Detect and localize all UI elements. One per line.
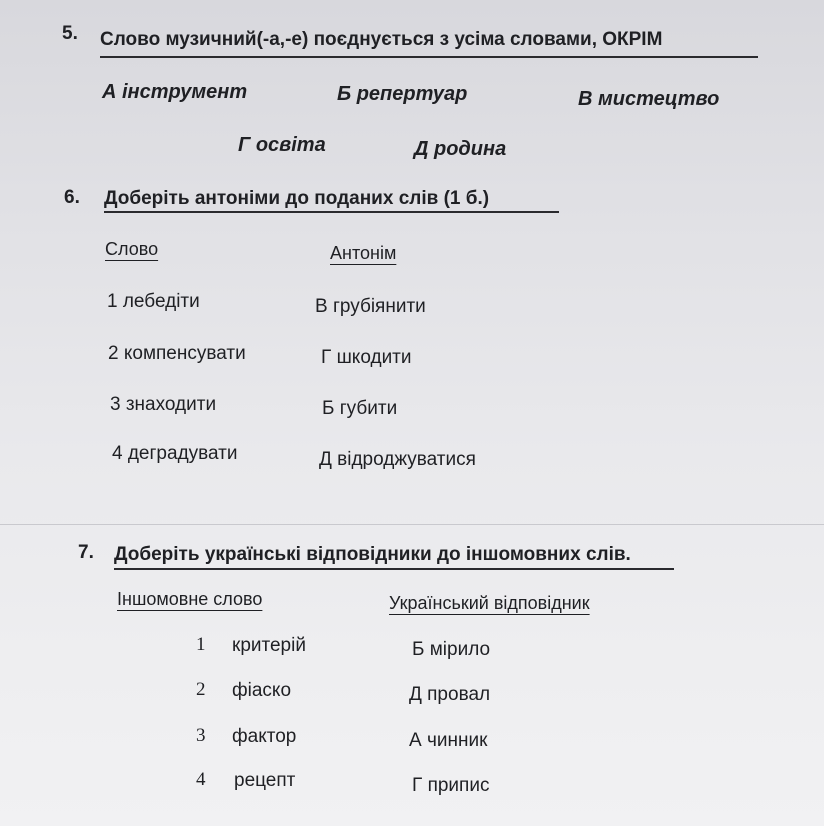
question-7-number: 7. bbox=[78, 542, 94, 563]
question-7-title-underline bbox=[114, 568, 674, 570]
q6-row-3-antonym: Б губити bbox=[322, 398, 398, 419]
question-5-option-d: Д родина bbox=[414, 138, 507, 160]
question-6-number: 6. bbox=[64, 187, 80, 208]
q7-row-2-word: фіаско bbox=[232, 680, 292, 701]
q6-header-word: Слово bbox=[105, 239, 159, 259]
question-5-option-b: Б репертуар bbox=[337, 83, 468, 105]
q7-row-1-word: критерій bbox=[232, 635, 306, 656]
q6-header-antonym: Антонім bbox=[330, 243, 397, 263]
q7-row-4-answer: Г припис bbox=[412, 775, 490, 796]
question-5-title: Слово музичний(-а,-е) поєднується з усіма словами, ОКРІМ bbox=[100, 29, 663, 50]
q7-row-3-number: 3 bbox=[196, 725, 206, 746]
question-5-option-v: В мистецтво bbox=[578, 88, 720, 110]
q7-row-1-number: 1 bbox=[196, 634, 206, 655]
q6-row-4-word: 4 деградувати bbox=[112, 443, 238, 464]
question-6-title: Доберіть антоніми до поданих слів (1 б.) bbox=[104, 188, 490, 209]
q7-row-3-answer: А чинник bbox=[409, 730, 488, 751]
question-6-title-underline bbox=[104, 211, 559, 213]
question-5-number: 5. bbox=[62, 23, 78, 44]
q7-header-foreign-word: Іншомовне слово bbox=[117, 589, 263, 609]
q6-row-2-antonym: Г шкодити bbox=[321, 347, 412, 368]
question-5-option-g: Г освіта bbox=[238, 134, 326, 156]
q6-row-1-antonym: В грубіянити bbox=[315, 296, 426, 317]
page-divider bbox=[0, 524, 824, 525]
q6-row-4-antonym: Д відроджуватися bbox=[319, 449, 476, 470]
q7-row-2-answer: Д провал bbox=[409, 684, 491, 705]
q6-row-2-word: 2 компенсувати bbox=[108, 343, 246, 364]
q7-header-ukrainian-equivalent: Український відповідник bbox=[389, 593, 590, 613]
question-7-title: Доберіть українські відповідники до іншомовних слів. bbox=[114, 544, 631, 565]
question-5-option-a: А інструмент bbox=[102, 81, 248, 103]
q7-row-4-word: рецепт bbox=[234, 770, 296, 791]
q6-row-3-word: 3 знаходити bbox=[110, 394, 217, 415]
q7-row-1-answer: Б мірило bbox=[412, 639, 491, 660]
q7-row-4-number: 4 bbox=[196, 769, 206, 790]
q6-row-1-word: 1 лебедіти bbox=[107, 291, 200, 312]
question-5-title-underline bbox=[100, 56, 758, 58]
q7-row-2-number: 2 bbox=[196, 679, 206, 700]
q7-row-3-word: фактор bbox=[232, 726, 297, 747]
